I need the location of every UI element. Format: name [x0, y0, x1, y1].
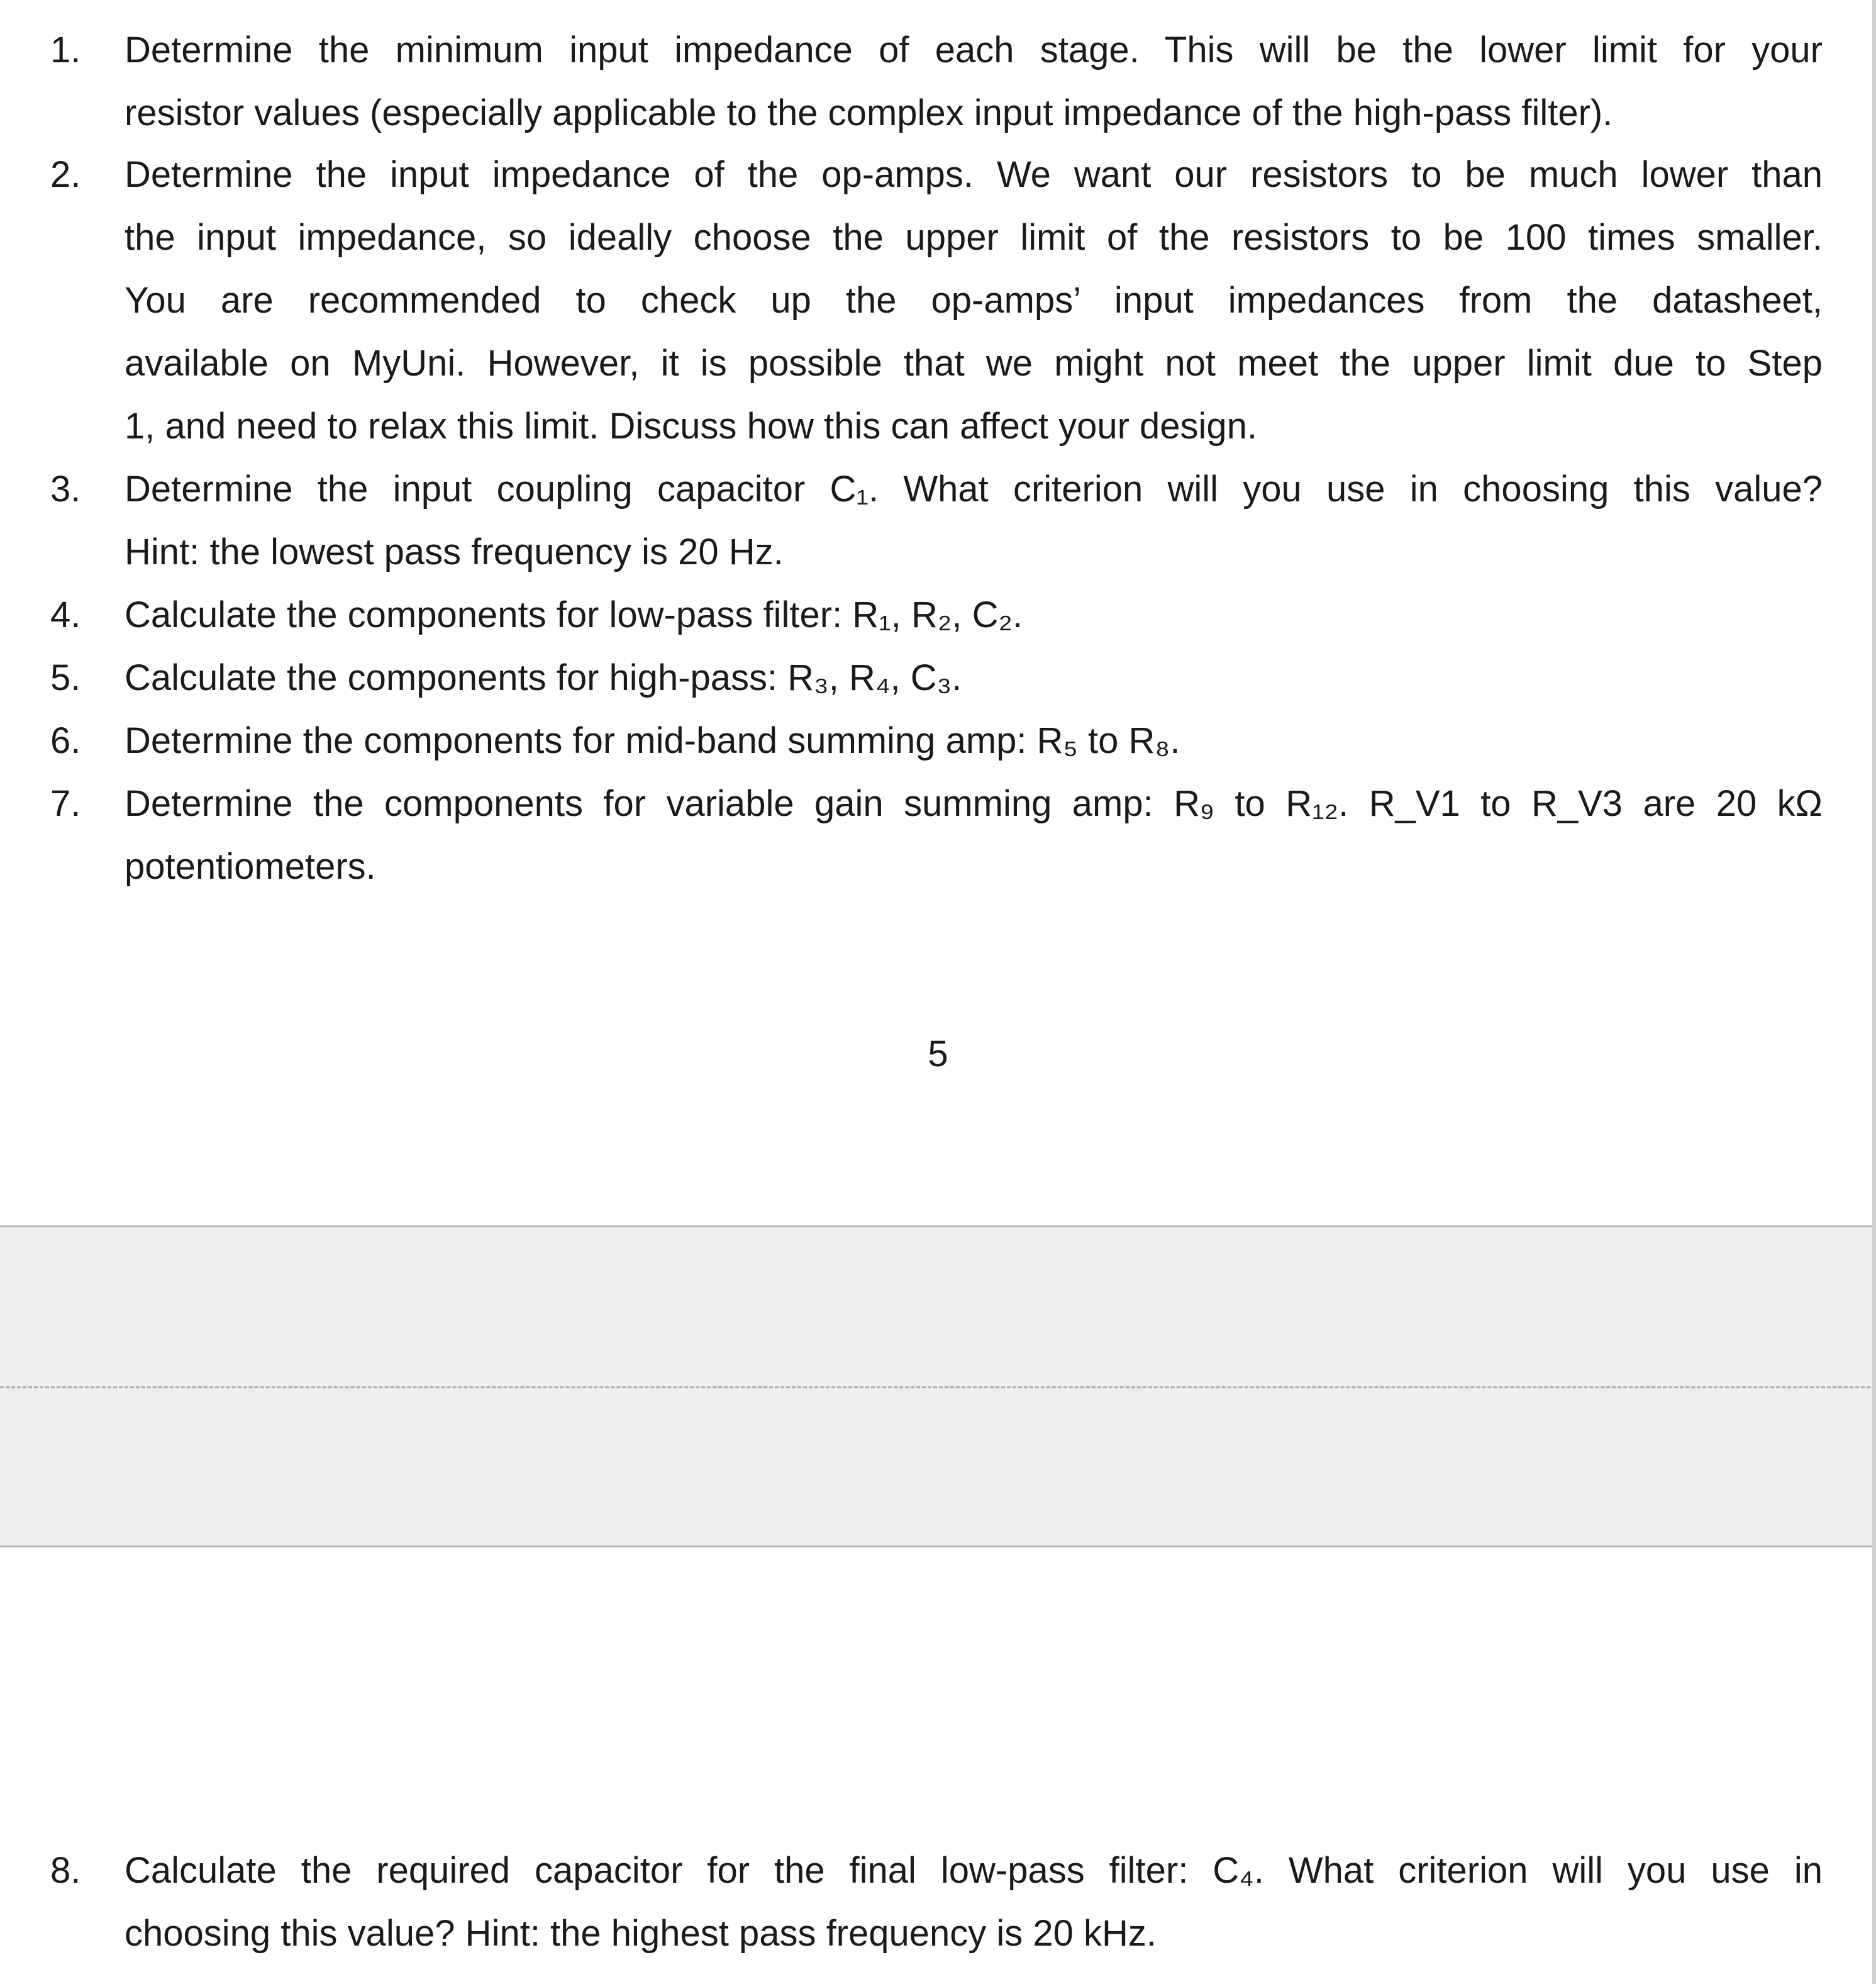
item-number: 6.	[50, 720, 81, 761]
window-edge	[1872, 0, 1876, 1984]
text-line: Calculate the required capacitor for the final low-pass filter: C₄. What criterion will you use in	[125, 1850, 1823, 1891]
item-text	[125, 458, 1823, 584]
text-line: Determine the components for mid-band summing amp: R₅ to R₈.	[125, 720, 1180, 761]
text-line: Determine the minimum input impedance of each stage. This will be the lower limit for your	[125, 30, 1823, 70]
item-text	[125, 1839, 1823, 1965]
text-line: You are recommended to check up the op-amps’ input impedances from the datasheet,	[125, 280, 1823, 321]
page-number: 5	[928, 1034, 948, 1074]
text-line: potentiometers.	[125, 846, 376, 887]
item-number: 8.	[50, 1850, 81, 1891]
item-text	[125, 647, 1823, 710]
item-text	[125, 710, 1823, 772]
item-number: 1.	[50, 30, 81, 70]
text-line: Determine the input impedance of the op-amps. We want our resistors to be much lower than	[125, 154, 1823, 195]
text-line: Determine the input coupling capacitor C₁. What criterion will you use in choosing this value?	[125, 469, 1823, 510]
item-number: 5.	[50, 657, 81, 698]
item-text	[125, 19, 1823, 145]
text-line: 1, and need to relax this limit. Discuss how this can affect your design.	[125, 406, 1258, 447]
text-line: Calculate the components for low-pass filter: R₁, R₂, C₂.	[125, 594, 1023, 635]
text-line: Hint: the lowest pass frequency is 20 Hz.	[125, 532, 784, 572]
text-line: available on MyUni. However, it is possible that we might not meet the upper limit due to Step	[125, 343, 1823, 384]
text-line: choosing this value? Hint: the highest pass frequency is 20 kHz.	[125, 1913, 1157, 1954]
item-number: 3.	[50, 469, 81, 510]
item-number: 7.	[50, 783, 81, 824]
text-line: the input impedance, so ideally choose the upper limit of the resistors to be 100 times smaller.	[125, 217, 1823, 258]
page-break-divider	[0, 1386, 1876, 1388]
text-line: Determine the components for variable gain summing amp: R₉ to R₁₂. R_V1 to R_V3 are 20 kΩ	[125, 783, 1823, 824]
item-number: 2.	[50, 154, 81, 195]
item-text	[125, 143, 1823, 458]
item-text	[125, 584, 1823, 647]
text-line: Calculate the components for high-pass: R₃, R₄, C₃.	[125, 657, 962, 698]
item-number: 4.	[50, 594, 81, 635]
text-line: resistor values (especially applicable to the complex input impedance of the high-pass filter).	[125, 92, 1613, 133]
item-text	[125, 772, 1823, 898]
